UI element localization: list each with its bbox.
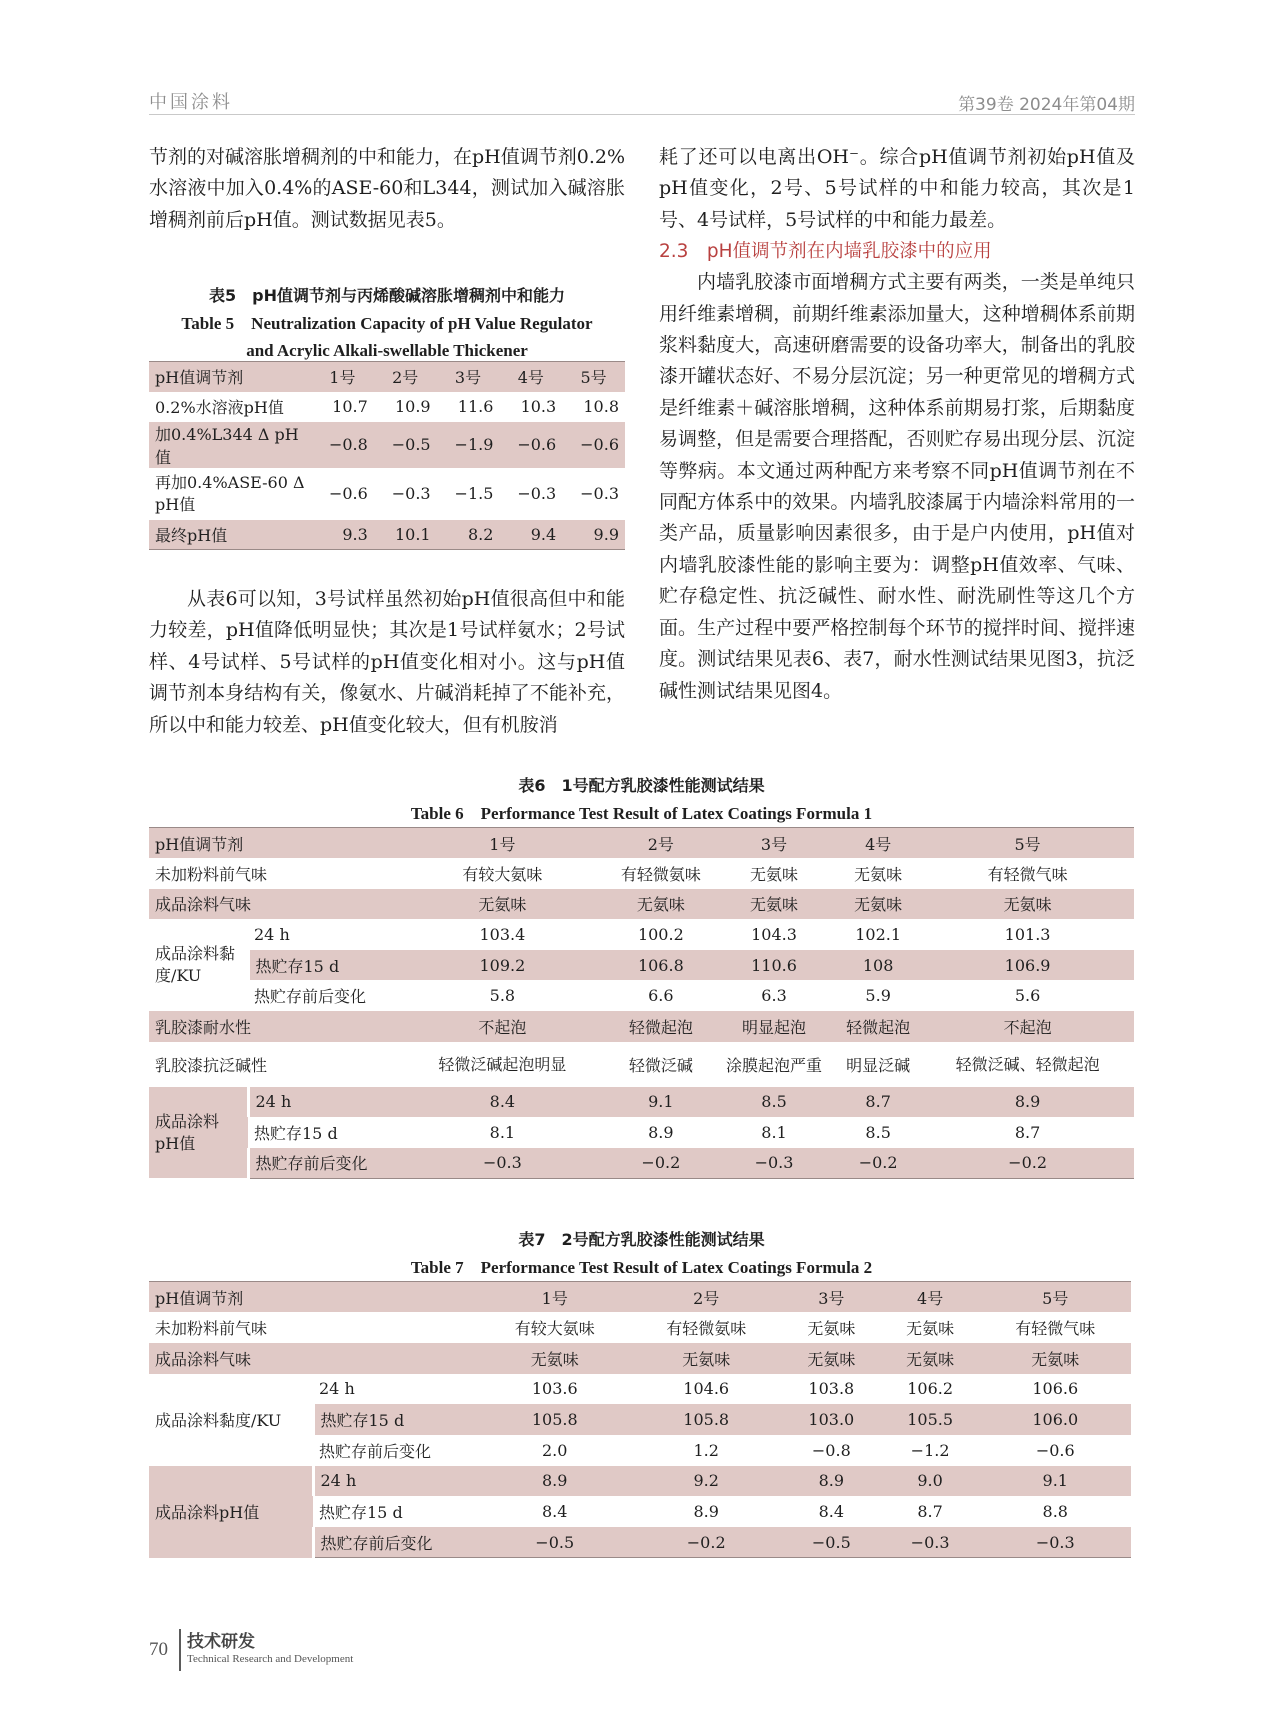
footer-section-en: Technical Research and Development: [187, 1653, 354, 1665]
table-cell: 不起泡: [921, 1011, 1134, 1042]
table-cell: −0.3: [580, 484, 619, 503]
table5: [149, 361, 625, 550]
table-row: [149, 1374, 1131, 1405]
table-cell: 6.6: [648, 986, 674, 1006]
table-cell: 9.0: [881, 1466, 980, 1497]
table-cell: 10.3: [520, 397, 557, 416]
row-label: 热贮存15 d: [254, 1124, 338, 1144]
table-cell: 9.4: [499, 520, 562, 550]
table-cell: −0.2: [835, 1148, 921, 1179]
table-cell: 8.4: [396, 1087, 609, 1118]
table-cell: 涂膜起泡严重: [726, 1055, 823, 1075]
paragraph: 从表6可以知，3号试样虽然初始pH值很高但中和能力较差，pH值降低明显快；其次是1号试样氨水；2号试样、4号试样、5号试样的pH值变化相对小。这与pH值调节剂本身结构有关，像氨水、片碱消耗掉了不能补充，所以中和能力较差、pH值变化较大，但有机胺消: [149, 588, 625, 736]
table-header-row: [149, 362, 625, 392]
table-cell: 轻微起泡: [609, 1011, 713, 1042]
row-label: 热贮存15 d: [313, 1496, 479, 1527]
table-cell: −0.8: [311, 422, 374, 468]
row-label: 热贮存前后变化: [319, 1441, 432, 1461]
header-cell: pH值调节剂: [149, 362, 311, 392]
table-cell: 8.1: [489, 1123, 516, 1143]
paragraph: 耗了还可以电离出OH⁻。综合pH值调节剂初始pH值及pH值变化，2号、5号试样的中和能力较高，其次是1号、4号试样，5号试样的中和能力最差。: [659, 146, 1135, 231]
right-column: [659, 142, 1135, 707]
table-cell: 无氨味: [835, 889, 921, 920]
header-cell: 5号: [562, 362, 625, 392]
table-cell: 108: [835, 950, 921, 981]
row-label: 加0.4%L344 Δ pH值: [149, 422, 311, 468]
table-cell: 有轻微氨味: [620, 864, 701, 884]
table-cell: 8.9: [479, 1466, 630, 1497]
issue-info: 第39卷 2024年第04期: [958, 95, 1135, 115]
table-cell: −1.2: [910, 1440, 950, 1460]
table-cell: 8.9: [693, 1502, 719, 1522]
table-cell: −0.3: [396, 1148, 609, 1179]
table-cell: 5.8: [489, 986, 516, 1006]
table-cell: 104.3: [751, 925, 797, 945]
table-cell: −0.6: [499, 422, 562, 468]
footer-section-zh: 技术研发: [187, 1632, 255, 1652]
table-cell: 10.9: [394, 397, 431, 416]
table-cell: 10.8: [583, 397, 619, 416]
table-cell: 9.2: [630, 1466, 781, 1497]
table-cell: −0.2: [609, 1148, 713, 1179]
table-cell: 103.8: [808, 1379, 855, 1399]
row-label: 热贮存前后变化: [313, 1527, 479, 1558]
header-cell: 1号: [311, 362, 374, 392]
row-label: 乳胶漆耐水性: [149, 1011, 396, 1042]
table-cell: 103.4: [479, 925, 526, 945]
table-row: [149, 1343, 1131, 1374]
table5-caption-en-2: and Acrylic Alkali-swellable Thickener: [246, 341, 528, 360]
table-cell: 10.7: [332, 397, 368, 416]
table-cell: −0.6: [562, 422, 625, 468]
table-cell: −0.6: [1035, 1440, 1075, 1460]
table-header-row: [149, 828, 1134, 859]
table-cell: 无氨味: [630, 1343, 781, 1374]
table6-caption-en: Table 6 Performance Test Result of Latex Coatings Formula 1: [410, 804, 873, 823]
table-cell: −0.8: [811, 1440, 851, 1460]
table-cell: 8.7: [835, 1087, 921, 1118]
table-cell: 无氨味: [980, 1343, 1132, 1374]
table-row: [149, 392, 625, 422]
table-cell: 8.7: [1014, 1123, 1041, 1143]
row-label: 24 h: [313, 1466, 479, 1497]
table-cell: 103.6: [531, 1379, 578, 1399]
header-cell: 2号: [630, 1282, 781, 1313]
table-row: [149, 468, 625, 520]
header-cell: pH值调节剂: [149, 828, 396, 859]
table-cell: 轻微起泡: [835, 1011, 921, 1042]
table-cell: 无氨味: [881, 1343, 980, 1374]
header-cell: 3号: [782, 1282, 881, 1313]
table-cell: 无氨味: [906, 1319, 955, 1339]
table-cell: 110.6: [713, 950, 835, 981]
table-cell: −0.5: [479, 1527, 630, 1558]
table-cell: 9.9: [562, 520, 625, 550]
row-label: 未加粉料前气味: [155, 1319, 268, 1339]
row-label: 成品涂料气味: [149, 889, 396, 920]
table-cell: 无氨味: [921, 889, 1134, 920]
table7-caption: [149, 1226, 1134, 1281]
header-cell: 4号: [881, 1282, 980, 1313]
table-cell: 8.9: [921, 1087, 1134, 1118]
table-cell: 无氨味: [396, 889, 609, 920]
table-cell: 106.8: [609, 950, 713, 981]
row-label: 乳胶漆抗泛碱性: [155, 1055, 268, 1075]
table-cell: 106.9: [921, 950, 1134, 981]
table-cell: −0.6: [328, 484, 368, 503]
table-row: [149, 1087, 1134, 1118]
table-cell: 8.9: [648, 1123, 674, 1143]
table-cell: 106.2: [907, 1379, 954, 1399]
table-cell: 8.5: [713, 1087, 835, 1118]
table-cell: 有轻微氨味: [666, 1319, 747, 1339]
table-cell: −0.5: [374, 422, 437, 468]
table-cell: 8.8: [1042, 1502, 1068, 1522]
table-cell: 无氨味: [854, 864, 903, 884]
table-row: [149, 1011, 1134, 1042]
table-cell: 102.1: [855, 925, 902, 945]
group-label: 成品涂料黏度/KU: [149, 1374, 313, 1466]
table-cell: 无氨味: [782, 1343, 881, 1374]
table-cell: 9.3: [311, 520, 374, 550]
table-row: [149, 980, 1134, 1011]
table-cell: −0.3: [980, 1527, 1132, 1558]
table-row: [149, 1466, 1131, 1497]
table-cell: 无氨味: [609, 889, 713, 920]
table-cell: 9.1: [980, 1466, 1132, 1497]
table-cell: 轻微泛碱: [628, 1055, 693, 1075]
group-label: 成品涂料pH值: [149, 1087, 248, 1179]
header-cell: 5号: [921, 828, 1134, 859]
header-cell: 1号: [479, 1282, 630, 1313]
table-cell: 8.2: [437, 520, 500, 550]
table-cell: 6.3: [761, 986, 787, 1006]
journal-name: 中国涂料: [149, 92, 233, 113]
group-label: 成品涂料黏度/KU: [149, 919, 248, 1011]
table-cell: 8.4: [818, 1502, 845, 1522]
row-label: 24 h: [254, 925, 290, 945]
left-column-top: [149, 142, 625, 236]
table5-caption-zh: 表5 pH值调节剂与丙烯酸碱溶胀增稠剂中和能力: [209, 286, 565, 305]
table7-caption-en: Table 7 Performance Test Result of Latex Coatings Formula 2: [410, 1258, 873, 1277]
table-row: [149, 1117, 1134, 1148]
table-cell: −1.9: [437, 422, 500, 468]
table5-caption: [149, 282, 625, 364]
paragraph: 内墙乳胶漆市面增稠方式主要有两类，一类是单纯只用纤维素增稠，前期纤维素添加量大，这种增稠体系前期浆料黏度大，高速研磨需要的设备功率大，制备出的乳胶漆开罐状态好、不易分层沉淀；另一种更常见的增稠方式是纤维素＋碱溶胀增稠，这种体系前期易打浆，后期黏度易调整，但是需要合理搭配，否则贮存易出现分层、沉淀等弊病。本文通过两种配方来考察不同pH值调节剂在不同配方体系中的效果。内墙乳胶漆属于内墙涂料常用的一类产品，质量影响因素很多，由于是户内使用，pH值对内墙乳胶漆性能的影响主要为：调整pH值效率、气味、贮存稳定性、抗泛碱性、耐水性、耐洗刷性等这几个方面。生产过程中要严格控制每个环节的搅拌时间、搅拌速度。测试结果见表6、表7，耐水性测试结果见图3，抗泛碱性测试结果见图4。: [659, 271, 1135, 702]
table-cell: −0.2: [921, 1148, 1134, 1179]
table-cell: 101.3: [1004, 925, 1051, 945]
table-row: [149, 858, 1134, 889]
table-row: [149, 1312, 1131, 1343]
table-cell: 105.5: [881, 1404, 980, 1435]
table6-caption: [149, 772, 1134, 827]
table-cell: −0.3: [713, 1148, 835, 1179]
table-cell: 8.5: [865, 1123, 891, 1143]
table-cell: 明显起泡: [713, 1011, 835, 1042]
table-row: [149, 889, 1134, 920]
header-cell: 4号: [835, 828, 921, 859]
table-cell: 106.6: [1032, 1379, 1079, 1399]
row-label: 热贮存前后变化: [248, 1148, 396, 1179]
header-cell: 5号: [980, 1282, 1132, 1313]
table-cell: 103.0: [782, 1404, 881, 1435]
table-cell: 不起泡: [396, 1011, 609, 1042]
table-cell: −1.5: [454, 484, 494, 503]
table-row: [149, 422, 625, 468]
table-cell: 有轻微气味: [1015, 1319, 1096, 1339]
table-cell: 105.8: [479, 1404, 630, 1435]
row-label: 再加0.4%ASE-60 Δ pH值: [155, 472, 305, 514]
table-cell: 8.9: [782, 1466, 881, 1497]
group-label: 成品涂料pH值: [149, 1466, 313, 1558]
table-cell: 8.7: [917, 1502, 943, 1522]
table-row: [149, 919, 1134, 950]
table-cell: 5.6: [1014, 986, 1041, 1006]
row-label: 热贮存15 d: [248, 950, 396, 981]
table-cell: 11.6: [457, 397, 494, 416]
row-label: 24 h: [319, 1379, 355, 1399]
running-header: [149, 88, 1135, 115]
header-cell: pH值调节剂: [149, 1282, 479, 1313]
table-cell: 8.1: [761, 1123, 787, 1143]
header-cell: 2号: [609, 828, 713, 859]
table-row: [149, 950, 1134, 981]
table-cell: 106.0: [980, 1404, 1132, 1435]
table-cell: −0.3: [391, 484, 431, 503]
table-cell: 轻微泛碱起泡明显: [438, 1054, 567, 1074]
row-label: 0.2%水溶液pH值: [155, 398, 284, 417]
header-cell: 3号: [437, 362, 500, 392]
table-cell: 有较大氨味: [514, 1319, 595, 1339]
header-cell: 3号: [713, 828, 835, 859]
row-label: 24 h: [248, 1087, 396, 1118]
table7-caption-zh: 表7 2号配方乳胶漆性能测试结果: [518, 1230, 765, 1249]
header-cell: 1号: [396, 828, 609, 859]
table-cell: 无氨味: [750, 864, 799, 884]
table-row: [149, 1042, 1134, 1087]
paragraph: 节剂的对碱溶胀增稠剂的中和能力，在pH值调节剂0.2%水溶液中加入0.4%的ASE-60和L344，测试加入碱溶胀增稠剂前后pH值。测试数据见表5。: [149, 146, 626, 231]
table-cell: 105.8: [630, 1404, 781, 1435]
table-row: [149, 1148, 1134, 1179]
table-cell: 无氨味: [807, 1319, 856, 1339]
section-heading: 2.3 pH值调节剂在内墙乳胶漆中的应用: [659, 241, 992, 263]
left-column-bottom: [149, 584, 625, 741]
table-cell: −0.3: [517, 484, 557, 503]
table6: [149, 827, 1134, 1179]
table-row: [149, 520, 625, 550]
table-header-row: [149, 1282, 1131, 1313]
table-cell: −0.5: [782, 1527, 881, 1558]
table-cell: 104.6: [683, 1379, 730, 1399]
table-cell: 8.4: [542, 1502, 568, 1522]
row-label: 最终pH值: [149, 520, 311, 550]
table-cell: −0.2: [630, 1527, 781, 1558]
row-label: 未加粉料前气味: [155, 864, 268, 884]
row-label: 成品涂料气味: [149, 1343, 479, 1374]
table-cell: 1.2: [693, 1440, 719, 1460]
table-cell: 有轻微气味: [987, 864, 1068, 884]
table5-caption-en-1: Table 5 Neutralization Capacity of pH Value Regulator: [181, 314, 593, 333]
table-cell: −0.3: [881, 1527, 980, 1558]
table7: [149, 1281, 1131, 1558]
table-cell: 无氨味: [713, 889, 835, 920]
row-label: 热贮存15 d: [313, 1404, 479, 1435]
table-cell: 2.0: [542, 1440, 568, 1460]
page-number: 70: [149, 1639, 168, 1660]
footer-divider: [179, 1629, 181, 1671]
table6-caption-zh: 表6 1号配方乳胶漆性能测试结果: [518, 776, 765, 795]
table-cell: 100.2: [637, 925, 684, 945]
table-cell: 无氨味: [479, 1343, 630, 1374]
table-cell: 10.1: [374, 520, 437, 550]
table-cell: 9.1: [609, 1087, 713, 1118]
row-label: 热贮存前后变化: [254, 987, 367, 1007]
table-cell: 明显泛碱: [846, 1055, 911, 1075]
header-cell: 2号: [374, 362, 437, 392]
table-cell: 5.9: [865, 986, 891, 1006]
table-cell: 轻微泛碱、轻微起泡: [955, 1054, 1100, 1074]
table-cell: 有较大氨味: [462, 864, 543, 884]
header-cell: 4号: [499, 362, 562, 392]
table-cell: 109.2: [396, 950, 609, 981]
